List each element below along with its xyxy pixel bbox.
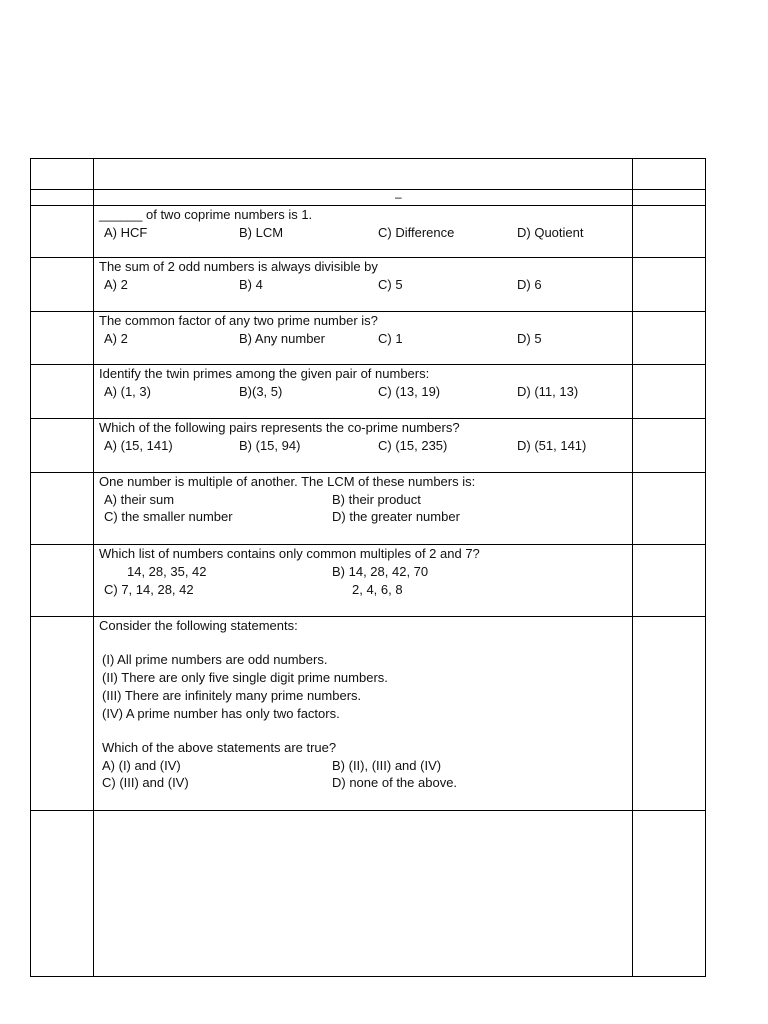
question-3-option-a: A) 2 bbox=[104, 331, 128, 346]
question-1-option-c: C) Difference bbox=[378, 225, 455, 240]
question-2-option-b: B) 4 bbox=[239, 277, 263, 292]
question-3-option-b: B) Any number bbox=[239, 331, 325, 346]
row-divider bbox=[30, 364, 706, 365]
question-8-option-d: D) none of the above. bbox=[332, 775, 458, 790]
question-8-stem: Consider the following statements: bbox=[99, 618, 298, 633]
question-7-option-b: B) 14, 28, 42, 70 bbox=[332, 564, 429, 579]
question-6-option-c: C) the smaller number bbox=[104, 509, 233, 524]
row-divider bbox=[30, 311, 706, 312]
row-divider bbox=[30, 976, 706, 977]
question-1-option-b: B) LCM bbox=[239, 225, 284, 240]
question-8-option-a: A) (I) and (IV) bbox=[102, 758, 181, 773]
question-1-stem: ______ of two coprime numbers is 1. bbox=[99, 207, 313, 222]
question-3-option-d: D) 5 bbox=[517, 331, 542, 346]
question-8-prompt: Which of the above statements are true? bbox=[102, 740, 337, 755]
question-8-statement-2: (II) There are only five single digit prime numbers. bbox=[102, 670, 388, 685]
question-1-option-a: A) HCF bbox=[104, 225, 148, 240]
question-5-option-c: C) (15, 235) bbox=[378, 438, 448, 453]
question-5-stem: Which of the following pairs represents the co-prime numbers? bbox=[99, 420, 460, 435]
question-7-stem: Which list of numbers contains only common multiples of 2 and 7? bbox=[99, 546, 480, 561]
row-divider bbox=[30, 810, 706, 811]
question-6-option-d: D) the greater number bbox=[332, 509, 460, 524]
row-divider bbox=[30, 158, 706, 159]
question-2-option-a: A) 2 bbox=[104, 277, 128, 292]
table-border-right bbox=[705, 158, 706, 977]
question-6-option-a: A) their sum bbox=[104, 492, 175, 507]
question-7-option-a: 14, 28, 35, 42 bbox=[127, 564, 207, 579]
question-6-option-b: B) their product bbox=[332, 492, 421, 507]
question-2-option-d: D) 6 bbox=[517, 277, 542, 292]
question-8-statement-3: (III) There are infinitely many prime numbers. bbox=[102, 688, 362, 703]
question-3-option-c: C) 1 bbox=[378, 331, 403, 346]
question-2-stem: The sum of 2 odd numbers is always divisible by bbox=[99, 259, 378, 274]
row-divider bbox=[30, 257, 706, 258]
row-divider bbox=[30, 418, 706, 419]
question-7-option-d: 2, 4, 6, 8 bbox=[352, 582, 403, 597]
question-3-stem: The common factor of any two prime number is? bbox=[99, 313, 378, 328]
question-8-statement-1: (I) All prime numbers are odd numbers. bbox=[102, 652, 328, 667]
question-1-option-d: D) Quotient bbox=[517, 225, 584, 240]
question-6-stem: One number is multiple of another. The LCM of these numbers is: bbox=[99, 474, 476, 489]
question-5-option-b: B) (15, 94) bbox=[239, 438, 301, 453]
row-divider bbox=[30, 189, 706, 190]
question-4-option-d: D) (11, 13) bbox=[517, 384, 579, 399]
question-4-option-c: C) (13, 19) bbox=[378, 384, 441, 399]
question-5-option-d: D) (51, 141) bbox=[517, 438, 587, 453]
question-8-option-b: B) (II), (III) and (IV) bbox=[332, 758, 442, 773]
question-8-option-c: C) (III) and (IV) bbox=[102, 775, 189, 790]
row-divider bbox=[30, 616, 706, 617]
row-divider bbox=[30, 544, 706, 545]
row-divider bbox=[30, 205, 706, 206]
worksheet-table bbox=[30, 158, 706, 977]
header-dash: – bbox=[395, 190, 402, 204]
question-2-option-c: C) 5 bbox=[378, 277, 403, 292]
column-divider-left bbox=[93, 158, 94, 977]
column-divider-right bbox=[632, 158, 633, 977]
question-4-option-a: A) (1, 3) bbox=[104, 384, 151, 399]
question-4-stem: Identify the twin primes among the given pair of numbers: bbox=[99, 366, 430, 381]
question-8-statement-4: (IV) A prime number has only two factors. bbox=[102, 706, 340, 721]
table-border-left bbox=[30, 158, 31, 977]
question-7-option-c: C) 7, 14, 28, 42 bbox=[104, 582, 194, 597]
row-divider bbox=[30, 472, 706, 473]
question-4-option-b: B)(3, 5) bbox=[239, 384, 283, 399]
question-5-option-a: A) (15, 141) bbox=[104, 438, 173, 453]
